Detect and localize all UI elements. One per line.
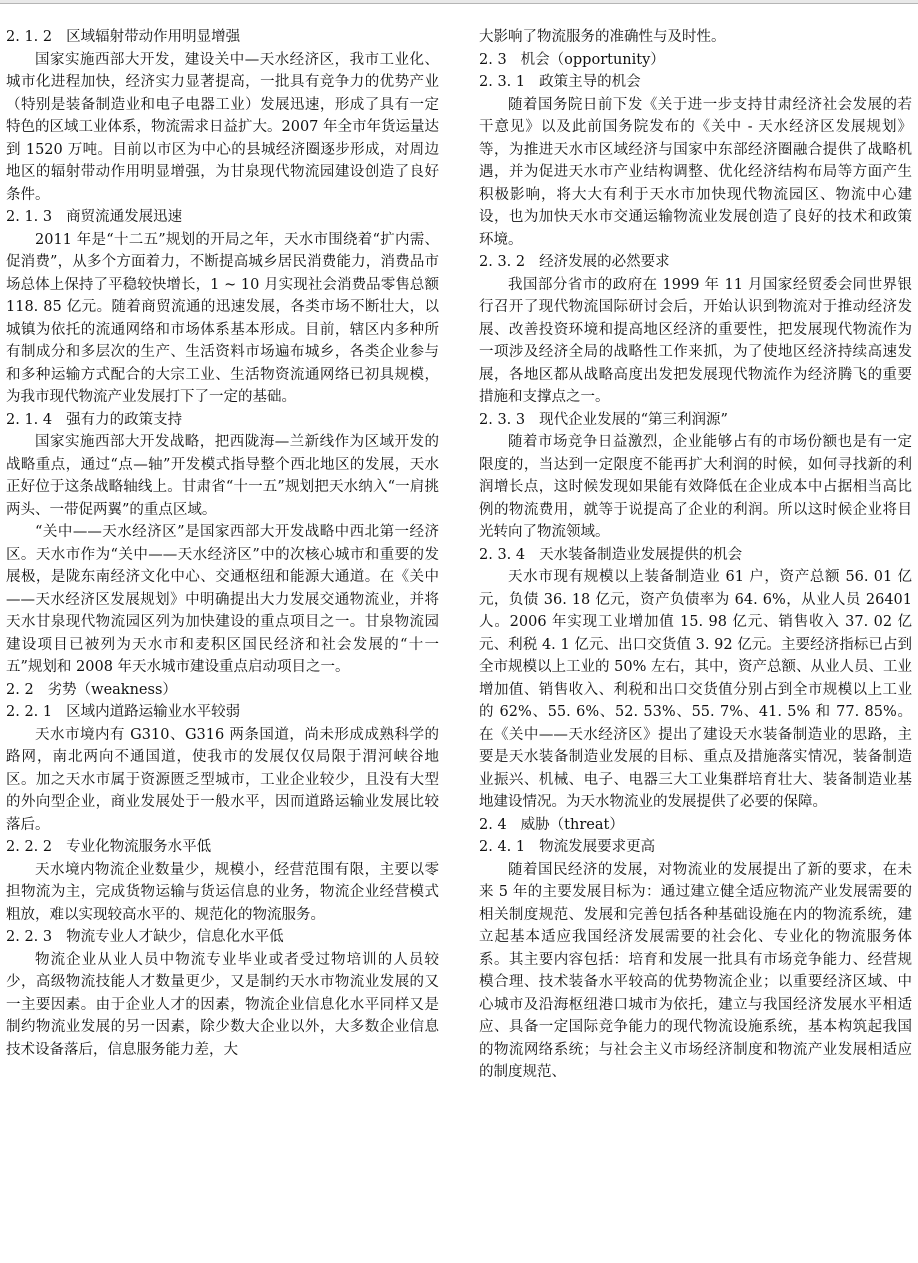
section-heading (479, 814, 912, 837)
body-paragraph: 随着国民经济的发展，对物流业的发展提出了新的要求，在未来 5 年的主要发展目标为：通过建立健全适应物流产业发展需要的相关制度规范、发展和完善包括各种基础设施在内的物流系统，建立起基本适应我国经济发展需要的社会化、专业化的物流服务体系。其主要内容包括：培育和发展一批具有市场竞争能力、经营规模合理、技术装备水平较高的优势物流企业；以重要经济区域、中心城市及沿海枢纽港口城市为依托，建立与我国经济发展水平相适应、具备一定国际竞争能力的现代物流设施系统，基本构筑起我国的物流网络系统；与社会主义市场经济制度和物流产业发展相适应的制度规范、 (479, 861, 912, 1080)
section-title: 商贸流通发展迅速 (66, 209, 183, 225)
body-paragraph: 天水市现有规模以上装备制造业 61 户，资产总额 56. 01 亿元，负债 36. 18 亿元，资产负债率为 64. 6%，从业人员 26401 人。2006 年实现工业增加值 15. 98 亿元、销售收入 37. 02 亿元、利税 4. 1 亿元、出口交货值 3. 92 亿元。主要经济指标已占到全市规模以上工业的 50% 左右，其中，资产总额、从业人员、工业增加值、销售收入、利税和出口交货值分别占到全市规模以上工业的 62%、55. 6%、52. 53%、55. 7%、41. 5% 和 77. 85%。在《关中——天水经济区》提出了建设天水装备制造业的思路，主要是天水装备制造业发展的目标、重点及措施落实情况，装备制造业振兴、机械、电子、电器三大工业集群培育壮大、装备制造业基地建设情况。为天水物流业的发展提供了必要的保障。 (479, 569, 912, 810)
body-paragraph: “关中——天水经济区”是国家西部大开发战略中西北第一经济区。天水市作为“关中——天水经济区”中的次核心城市和重要的发展极，是陇东南经济文化中心、交通枢纽和能源大通道。在《关中——天水经济区发展规划》中明确提出大力发展交通物流业，并将天水甘泉现代物流园区列为加快建设的重点项目之一。甘泉物流园建设项目已被列为天水市和麦积区国民经济和社会发展的“十一五”规划和 2008 年天水城市建设重点启动项目之一。 (6, 524, 439, 675)
section-number: 2. 3. 2 (479, 254, 526, 270)
body-paragraph: 国家实施西部大开发，建设关中—天水经济区，我市工业化、城市化进程加快，经济实力显著提高，一批具有竞争力的优势产业（特别是装备制造业和电子电器工业）发展迅速，形成了具有一定特色的区域工业体系，物流需求日益扩大。2007 年全市年货运量达到 1520 万吨。目前以市区为中心的县城经济圈逐步形成，对周边地区的辐射带动作用明显增强，为甘泉现代物流园建设创造了良好条件。 (6, 51, 440, 203)
body-paragraph: 大影响了物流服务的准确性与及时性。 (479, 29, 726, 45)
section-heading (6, 836, 439, 859)
section-number: 2. 3 (479, 51, 507, 68)
body-paragraph: 2011 年是“十二五”规划的开局之年，天水市围绕着“扩内需、促消费”，从多个方面着力，不断提高城乡居民消费能力，消费品市场总体上保持了平稳较快增长，1 ~ 10 月实现社会消费品零售总额 118. 85 亿元。随着商贸流通的迅速发展，各类市场不断壮大，以城镇为依托的流通网络和市场体系基本形成。目前，辖区内多种所有制成分和多层次的生产、生活资料市场遍布城乡，各类企业参与和多种运输方式配合的大宗工业、生活物资流通网络已初具规模，为我市现代物流产业发展打下了一定的基础。 (6, 231, 439, 405)
section-number: 2. 1. 3 (6, 209, 53, 225)
body-paragraph: 我国部分省市的政府在 1999 年 11 月国家经贸委会同世界银行召开了现代物流国际研讨会后，开始认识到物流对于推动经济发展、改善投资环境和提高地区经济的重要性，把发展现代物流作为一项涉及经济全局的战略性工作来抓，为了使地区经济持续高速发展，各地区都从战略高度出发把发展现代物流作为经济腾飞的重要措施和支撑点之一。 (479, 276, 912, 405)
section-number: 2. 4 (479, 816, 507, 833)
section-title: 威胁（threat） (520, 816, 624, 833)
section-title: 经济发展的必然要求 (539, 254, 670, 270)
section-title: 物流专业人才缺少，信息化水平低 (66, 929, 284, 945)
section-number: 2. 1. 4 (6, 411, 53, 428)
section-heading (479, 49, 912, 72)
section-number: 2. 3. 3 (479, 411, 526, 428)
section-heading (479, 836, 912, 859)
section-heading (479, 544, 912, 567)
section-heading (479, 71, 912, 94)
section-number: 2. 2. 1 (6, 704, 53, 720)
section-heading (6, 206, 439, 229)
section-number: 2. 2. 2 (6, 839, 53, 855)
section-title: 区域内道路运输业水平较弱 (66, 704, 241, 720)
body-paragraph: 天水境内物流企业数量少，规模小，经营范围有限，主要以零担物流为主，完成货物运输与货运信息的业务，物流企业经营模式粗放，难以实现较高水平的、规范化的物流服务。 (6, 861, 439, 923)
section-title: 机会（opportunity） (520, 51, 665, 68)
right-column (479, 26, 912, 1084)
section-title: 区域辐射带动作用明显增强 (66, 29, 241, 45)
section-heading (6, 409, 439, 432)
body-paragraph: 天水市境内有 G310、G316 两条国道，尚未形成成熟科学的路网，南北两向不通国道，使我市的发展仅仅局限于渭河峡谷地区。加之天水市属于资源匮乏型城市，工业企业较少，且没有大型的外向型企业，商业发展处于一般水平，因而道路运输业发展比较落后。 (6, 726, 439, 833)
section-title: 劣势（weakness） (47, 681, 177, 698)
section-heading (6, 26, 439, 49)
section-heading (479, 251, 912, 274)
section-number: 2. 2. 3 (6, 929, 53, 945)
section-title: 政策主导的机会 (539, 74, 641, 90)
section-number: 2. 3. 1 (479, 74, 526, 90)
header-rule (0, 0, 918, 4)
body-paragraph: 随着市场竞争日益激烈，企业能够占有的市场份额也是有一定限度的，当达到一定限度不能再扩大利润的时候，如何寻找新的利润增长点，这时候发现如果能有效降低在企业成本中占据相当高比例的物流费用，就等于说提高了企业的利润。所以这时候企业将目光转向了物流领域。 (479, 434, 912, 540)
section-title: 天水装备制造业发展提供的机会 (539, 546, 743, 563)
body-paragraph: 国家实施西部大开发战略，把西陇海—兰新线作为区域开发的战略重点，通过“点—轴”开发模式指导整个西北地区的发展，天水正好位于这条战略轴线上。甘肃省“十一五”规划把天水纳入“一肩挑两头、一带促两翼”的重点区域。 (6, 434, 439, 518)
section-heading (6, 701, 439, 724)
section-heading (6, 926, 439, 949)
section-heading (6, 679, 439, 702)
section-number: 2. 3. 4 (479, 546, 526, 563)
body-paragraph: 物流企业从业人员中物流专业毕业或者受过物培训的人员较少，高级物流技能人才数量更少，又是制约天水市物流业发展的又一主要因素。由于企业人才的因素，物流企业信息化水平同样又是制约物流业发展的另一因素，除少数大企业以外，大多数企业信息技术设备落后，信息服务能力差，大 (6, 951, 439, 1058)
section-title: 现代企业发展的“第三利润源” (539, 411, 728, 428)
section-title: 专业化物流服务水平低 (66, 839, 212, 855)
section-title: 强有力的政策支持 (66, 411, 183, 428)
body-paragraph: 随着国务院日前下发《关于进一步支持甘肃经济社会发展的若干意见》以及此前国务院发布的《关中 - 天水经济区发展规划》等，为推进天水市区域经济与国家中东部经济圈融合提供了战略机遇，并为促进天水市产业结构调整、优化经济结构布局等方面产生积极影响，将大大有利于天水市加快现代物流园区、物流中心建设，也为加快天水市交通运输物流业发展创造了良好的技术和政策环境。 (479, 96, 912, 248)
section-title: 物流发展要求更高 (539, 839, 656, 855)
section-number: 2. 1. 2 (6, 29, 53, 45)
section-number: 2. 2 (6, 681, 34, 698)
section-number: 2. 4. 1 (479, 839, 526, 855)
left-column (6, 26, 439, 1061)
section-heading (479, 409, 912, 432)
